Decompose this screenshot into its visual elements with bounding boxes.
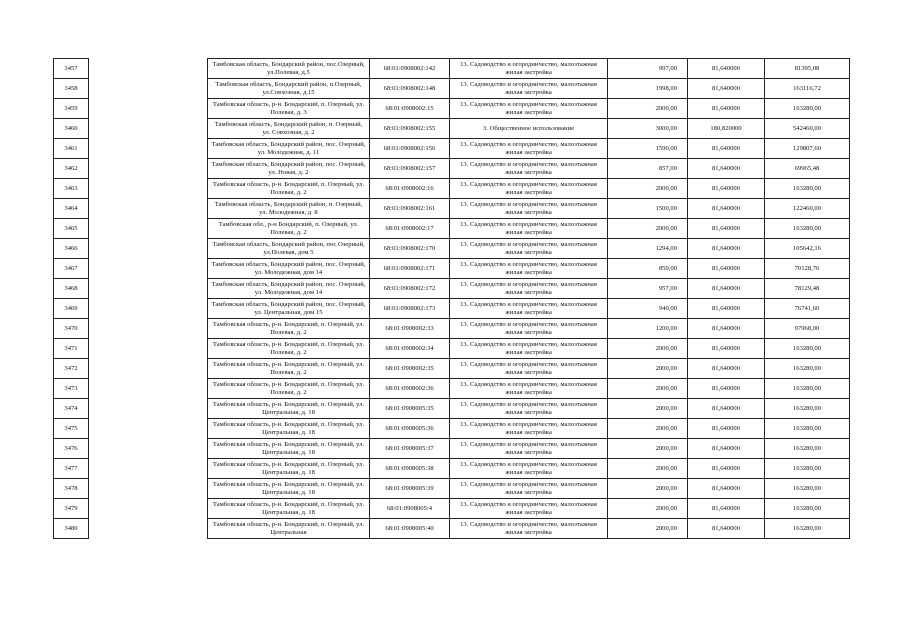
area-cell: 1500,00 bbox=[608, 199, 688, 219]
cadastral-number-cell: 68:01:0908002:157 bbox=[370, 159, 450, 179]
cadastral-number-cell: 68:01:0908002:156 bbox=[370, 139, 450, 159]
cadastral-number-cell: 68:01:0908005:36 bbox=[370, 419, 450, 439]
cadastral-number-cell: 68:01:0908002:161 bbox=[370, 199, 450, 219]
cadastral-number-cell: 68:01:0908002:33 bbox=[370, 319, 450, 339]
area-cell: 3000,00 bbox=[608, 119, 688, 139]
permitted-use-cell: 13. Садоводство и огородничество, малоэтажная жилая застройка bbox=[450, 319, 608, 339]
permitted-use-cell: 13. Садоводство и огородничество, малоэтажная жилая застройка bbox=[450, 459, 608, 479]
specific-value-cell: 81,640000 bbox=[688, 499, 765, 519]
address-cell: Тамбовская область, Бондарский район, пос.Озерный, ул.Полевая, дом 5 bbox=[208, 239, 370, 259]
area-cell: 2000,00 bbox=[608, 219, 688, 239]
area-cell: 940,00 bbox=[608, 299, 688, 319]
area-cell: 997,00 bbox=[608, 59, 688, 79]
address-cell: Тамбовская область, р-н. Бондарский, п. Озерный, ул. Полевая, д. 2 bbox=[208, 179, 370, 199]
row-number-cell: 3477 bbox=[54, 459, 89, 479]
address-cell: Тамбовская область, р-н. Бондарский, п. Озерный, ул. Центральная bbox=[208, 519, 370, 539]
cadastral-value-cell: 163280,00 bbox=[765, 419, 850, 439]
specific-value-cell: 180,820000 bbox=[688, 119, 765, 139]
specific-value-cell: 81,640000 bbox=[688, 219, 765, 239]
row-spacer-cell bbox=[89, 99, 208, 119]
cadastral-value-cell: 163280,00 bbox=[765, 179, 850, 199]
specific-value-cell: 81,640000 bbox=[688, 159, 765, 179]
row-spacer-cell bbox=[89, 279, 208, 299]
table-row bbox=[54, 159, 850, 179]
land-plot-registry-table bbox=[53, 58, 850, 539]
area-cell: 2000,00 bbox=[608, 519, 688, 539]
row-number-cell: 3473 bbox=[54, 379, 89, 399]
row-number-cell: 3464 bbox=[54, 199, 89, 219]
area-cell: 1200,00 bbox=[608, 319, 688, 339]
specific-value-cell: 81,640000 bbox=[688, 199, 765, 219]
table-row bbox=[54, 59, 850, 79]
permitted-use-cell: 13. Садоводство и огородничество, малоэтажная жилая застройка bbox=[450, 179, 608, 199]
row-spacer-cell bbox=[89, 199, 208, 219]
cadastral-value-cell: 163280,00 bbox=[765, 499, 850, 519]
cadastral-value-cell: 163280,00 bbox=[765, 399, 850, 419]
permitted-use-cell: 13. Садоводство и огородничество, малоэтажная жилая застройка bbox=[450, 59, 608, 79]
specific-value-cell: 81,640000 bbox=[688, 319, 765, 339]
row-spacer-cell bbox=[89, 239, 208, 259]
permitted-use-cell: 13. Садоводство и огородничество, малоэтажная жилая застройка bbox=[450, 379, 608, 399]
cadastral-value-cell: 129807,60 bbox=[765, 139, 850, 159]
row-number-cell: 3475 bbox=[54, 419, 89, 439]
specific-value-cell: 81,640000 bbox=[688, 239, 765, 259]
row-spacer-cell bbox=[89, 139, 208, 159]
table-row bbox=[54, 119, 850, 139]
address-cell: Тамбовская область, Бондарский район, пос. Озерный, ул. Новая, д. 2 bbox=[208, 159, 370, 179]
row-spacer-cell bbox=[89, 219, 208, 239]
row-number-cell: 3478 bbox=[54, 479, 89, 499]
specific-value-cell: 81,640000 bbox=[688, 459, 765, 479]
specific-value-cell: 81,640000 bbox=[688, 419, 765, 439]
cadastral-number-cell: 68:01:0908005:40 bbox=[370, 519, 450, 539]
cadastral-value-cell: 81395,08 bbox=[765, 59, 850, 79]
row-number-cell: 3462 bbox=[54, 159, 89, 179]
cadastral-value-cell: 542460,00 bbox=[765, 119, 850, 139]
row-spacer-cell bbox=[89, 419, 208, 439]
cadastral-number-cell: 68:01:0908002:155 bbox=[370, 119, 450, 139]
cadastral-number-cell: 68:01:0908005:38 bbox=[370, 459, 450, 479]
cadastral-value-cell: 69965,48 bbox=[765, 159, 850, 179]
area-cell: 2000,00 bbox=[608, 379, 688, 399]
area-cell: 2000,00 bbox=[608, 99, 688, 119]
table-row bbox=[54, 139, 850, 159]
area-cell: 2000,00 bbox=[608, 399, 688, 419]
row-spacer-cell bbox=[89, 379, 208, 399]
row-spacer-cell bbox=[89, 259, 208, 279]
row-spacer-cell bbox=[89, 319, 208, 339]
address-cell: Тамбовская область, р-н. Бондарский, п. Озерный, ул. Центральная, д. 18 bbox=[208, 419, 370, 439]
row-spacer-cell bbox=[89, 359, 208, 379]
cadastral-value-cell: 163280,00 bbox=[765, 519, 850, 539]
table-row bbox=[54, 279, 850, 299]
permitted-use-cell: 13. Садоводство и огородничество, малоэтажная жилая застройка bbox=[450, 439, 608, 459]
address-cell: Тамбовская область, Бондарский район, п.Озерный, ул.Совхозная, д.15 bbox=[208, 79, 370, 99]
row-spacer-cell bbox=[89, 439, 208, 459]
permitted-use-cell: 13. Садоводство и огородничество, малоэтажная жилая застройка bbox=[450, 219, 608, 239]
table-row bbox=[54, 519, 850, 539]
address-cell: Тамбовская область, р-н. Бондарский, п. Озерный, ул. Полевая, д. 2 bbox=[208, 379, 370, 399]
row-number-cell: 3476 bbox=[54, 439, 89, 459]
specific-value-cell: 81,640000 bbox=[688, 339, 765, 359]
permitted-use-cell: 13. Садоводство и огородничество, малоэтажная жилая застройка bbox=[450, 139, 608, 159]
address-cell: Тамбовская область, р-н. Бондарский, п. Озерный, ул. Полевая, д. 2 bbox=[208, 319, 370, 339]
row-number-cell: 3471 bbox=[54, 339, 89, 359]
address-cell: Тамбовская область, Бондарский район, пос.Озерный, ул.Полевая, д.5 bbox=[208, 59, 370, 79]
cadastral-number-cell: 68:01:0908002:170 bbox=[370, 239, 450, 259]
permitted-use-cell: 13. Садоводство и огородничество, малоэтажная жилая застройка bbox=[450, 399, 608, 419]
permitted-use-cell: 13. Садоводство и огородничество, малоэтажная жилая застройка bbox=[450, 239, 608, 259]
row-spacer-cell bbox=[89, 399, 208, 419]
area-cell: 2000,00 bbox=[608, 499, 688, 519]
cadastral-number-cell: 68:01:0908002:173 bbox=[370, 299, 450, 319]
specific-value-cell: 81,640000 bbox=[688, 79, 765, 99]
row-spacer-cell bbox=[89, 339, 208, 359]
row-spacer-cell bbox=[89, 499, 208, 519]
area-cell: 2000,00 bbox=[608, 359, 688, 379]
specific-value-cell: 81,640000 bbox=[688, 139, 765, 159]
table-row bbox=[54, 79, 850, 99]
row-number-cell: 3459 bbox=[54, 99, 89, 119]
row-spacer-cell bbox=[89, 119, 208, 139]
area-cell: 2000,00 bbox=[608, 439, 688, 459]
row-spacer-cell bbox=[89, 59, 208, 79]
address-cell: Тамбовская область, р-н. Бондарский, п. Озерный, ул. Полевая, д. 3 bbox=[208, 99, 370, 119]
cadastral-number-cell: 68:01:0908002:148 bbox=[370, 79, 450, 99]
specific-value-cell: 81,640000 bbox=[688, 259, 765, 279]
table-row bbox=[54, 239, 850, 259]
row-spacer-cell bbox=[89, 479, 208, 499]
row-number-cell: 3461 bbox=[54, 139, 89, 159]
permitted-use-cell: 13. Садоводство и огородничество, малоэтажная жилая застройка bbox=[450, 419, 608, 439]
row-spacer-cell bbox=[89, 459, 208, 479]
permitted-use-cell: 13. Садоводство и огородничество, малоэтажная жилая застройка bbox=[450, 199, 608, 219]
cadastral-value-cell: 163280,00 bbox=[765, 339, 850, 359]
specific-value-cell: 81,640000 bbox=[688, 519, 765, 539]
table-row bbox=[54, 259, 850, 279]
cadastral-number-cell: 68:01:0908005:4 bbox=[370, 499, 450, 519]
cadastral-value-cell: 163280,00 bbox=[765, 219, 850, 239]
cadastral-value-cell: 78129,48 bbox=[765, 279, 850, 299]
address-cell: Тамбовская область, р-н. Бондарский, п. Озерный, ул. Центральная, д. 18 bbox=[208, 479, 370, 499]
row-number-cell: 3480 bbox=[54, 519, 89, 539]
table-row bbox=[54, 359, 850, 379]
table-row bbox=[54, 439, 850, 459]
cadastral-number-cell: 68:01:0908002:35 bbox=[370, 359, 450, 379]
table-row bbox=[54, 419, 850, 439]
cadastral-value-cell: 70128,76 bbox=[765, 259, 850, 279]
row-number-cell: 3469 bbox=[54, 299, 89, 319]
permitted-use-cell: 13. Садоводство и огородничество, малоэтажная жилая застройка bbox=[450, 359, 608, 379]
area-cell: 1294,00 bbox=[608, 239, 688, 259]
address-cell: Тамбовская область, Бондарский район, пос. Озерный, ул. Молодежная, д. 11 bbox=[208, 139, 370, 159]
row-spacer-cell bbox=[89, 79, 208, 99]
area-cell: 1998,00 bbox=[608, 79, 688, 99]
cadastral-number-cell: 68:01:0908002:34 bbox=[370, 339, 450, 359]
table-row bbox=[54, 299, 850, 319]
address-cell: Тамбовская область, р-н. Бондарский, п. Озерный, ул. Полевая, д. 2 bbox=[208, 359, 370, 379]
row-number-cell: 3457 bbox=[54, 59, 89, 79]
cadastral-value-cell: 122460,00 bbox=[765, 199, 850, 219]
table-row bbox=[54, 199, 850, 219]
row-number-cell: 3463 bbox=[54, 179, 89, 199]
specific-value-cell: 81,640000 bbox=[688, 59, 765, 79]
permitted-use-cell: 13. Садоводство и огородничество, малоэтажная жилая застройка bbox=[450, 339, 608, 359]
cadastral-value-cell: 163280,00 bbox=[765, 359, 850, 379]
specific-value-cell: 81,640000 bbox=[688, 439, 765, 459]
specific-value-cell: 81,640000 bbox=[688, 379, 765, 399]
row-spacer-cell bbox=[89, 299, 208, 319]
area-cell: 859,00 bbox=[608, 259, 688, 279]
row-number-cell: 3472 bbox=[54, 359, 89, 379]
area-cell: 2000,00 bbox=[608, 339, 688, 359]
permitted-use-cell: 13. Садоводство и огородничество, малоэтажная жилая застройка bbox=[450, 299, 608, 319]
area-cell: 857,00 bbox=[608, 159, 688, 179]
area-cell: 2000,00 bbox=[608, 179, 688, 199]
permitted-use-cell: 13. Садоводство и огородничество, малоэтажная жилая застройка bbox=[450, 279, 608, 299]
cadastral-number-cell: 68:01:0908002:17 bbox=[370, 219, 450, 239]
permitted-use-cell: 13. Садоводство и огородничество, малоэтажная жилая застройка bbox=[450, 259, 608, 279]
cadastral-value-cell: 163116,72 bbox=[765, 79, 850, 99]
cadastral-number-cell: 68:01:0908002:142 bbox=[370, 59, 450, 79]
table-row bbox=[54, 339, 850, 359]
permitted-use-cell: 3. Общественное использование bbox=[450, 119, 608, 139]
cadastral-number-cell: 68:01:0908002:16 bbox=[370, 179, 450, 199]
specific-value-cell: 81,640000 bbox=[688, 399, 765, 419]
row-spacer-cell bbox=[89, 159, 208, 179]
table-row bbox=[54, 479, 850, 499]
row-number-cell: 3458 bbox=[54, 79, 89, 99]
cadastral-value-cell: 97968,00 bbox=[765, 319, 850, 339]
area-cell: 1590,00 bbox=[608, 139, 688, 159]
cadastral-number-cell: 68:01:0908002:15 bbox=[370, 99, 450, 119]
address-cell: Тамбовская область, Бондарский район, пос. Озерный, ул. Молодежная, дом 14 bbox=[208, 259, 370, 279]
row-number-cell: 3466 bbox=[54, 239, 89, 259]
cadastral-value-cell: 76741,60 bbox=[765, 299, 850, 319]
address-cell: Тамбовская область, р-н. Бондарский, п. Озерный, ул. Полевая, д. 2 bbox=[208, 339, 370, 359]
cadastral-value-cell: 163280,00 bbox=[765, 99, 850, 119]
cadastral-number-cell: 68:01:0908002:36 bbox=[370, 379, 450, 399]
table-row bbox=[54, 219, 850, 239]
specific-value-cell: 81,640000 bbox=[688, 359, 765, 379]
table-row bbox=[54, 379, 850, 399]
specific-value-cell: 81,640000 bbox=[688, 99, 765, 119]
area-cell: 2000,00 bbox=[608, 419, 688, 439]
specific-value-cell: 81,640000 bbox=[688, 279, 765, 299]
registry-table-body bbox=[54, 59, 850, 539]
row-number-cell: 3460 bbox=[54, 119, 89, 139]
address-cell: Тамбовская область, р-н. Бондарский, п. Озерный, ул. Центральная, д. 18 bbox=[208, 399, 370, 419]
address-cell: Тамбовская область, Бондарский район, п. Озерный, ул. Совхозная, д. 2 bbox=[208, 119, 370, 139]
cadastral-value-cell: 163280,00 bbox=[765, 459, 850, 479]
table-row bbox=[54, 319, 850, 339]
permitted-use-cell: 13. Садоводство и огородничество, малоэтажная жилая застройка bbox=[450, 519, 608, 539]
table-row bbox=[54, 499, 850, 519]
specific-value-cell: 81,640000 bbox=[688, 179, 765, 199]
cadastral-number-cell: 68:01:0908002:172 bbox=[370, 279, 450, 299]
specific-value-cell: 81,640000 bbox=[688, 299, 765, 319]
row-number-cell: 3467 bbox=[54, 259, 89, 279]
cadastral-number-cell: 68:01:0908005:37 bbox=[370, 439, 450, 459]
row-spacer-cell bbox=[89, 179, 208, 199]
area-cell: 957,00 bbox=[608, 279, 688, 299]
address-cell: Тамбовская область, Бондарский район, пос. Озерный, ул. Центральная, дом 15 bbox=[208, 299, 370, 319]
address-cell: Тамбовская область, Бондарский район, пос. Озерный, ул. Молодежная, дом 14 bbox=[208, 279, 370, 299]
address-cell: Тамбовская область, р-н. Бондарский, п. Озерный, ул. Центральная, д. 18 bbox=[208, 499, 370, 519]
permitted-use-cell: 13. Садоводство и огородничество, малоэтажная жилая застройка bbox=[450, 499, 608, 519]
cadastral-number-cell: 68:01:0908005:39 bbox=[370, 479, 450, 499]
row-number-cell: 3474 bbox=[54, 399, 89, 419]
cadastral-value-cell: 163280,00 bbox=[765, 379, 850, 399]
row-number-cell: 3479 bbox=[54, 499, 89, 519]
specific-value-cell: 81,640000 bbox=[688, 479, 765, 499]
table-row bbox=[54, 399, 850, 419]
table-row bbox=[54, 179, 850, 199]
area-cell: 2000,00 bbox=[608, 479, 688, 499]
row-number-cell: 3468 bbox=[54, 279, 89, 299]
area-cell: 2000,00 bbox=[608, 459, 688, 479]
table-row bbox=[54, 99, 850, 119]
address-cell: Тамбовская область, р-н. Бондарский, п. Озерный, ул. Центральная, д. 18 bbox=[208, 439, 370, 459]
address-cell: Тамбовская область, Бондарский район, п. Озерный, ул. Молодежная, д. 8 bbox=[208, 199, 370, 219]
address-cell: Тамбовская область, р-н. Бондарский, п. Озерный, ул. Центральная, д. 18 bbox=[208, 459, 370, 479]
table-row bbox=[54, 459, 850, 479]
row-number-cell: 3465 bbox=[54, 219, 89, 239]
permitted-use-cell: 13. Садоводство и огородничество, малоэтажная жилая застройка bbox=[450, 79, 608, 99]
cadastral-number-cell: 68:01:0908002:171 bbox=[370, 259, 450, 279]
cadastral-value-cell: 163280,00 bbox=[765, 479, 850, 499]
cadastral-value-cell: 163280,00 bbox=[765, 439, 850, 459]
address-cell: Тамбовская обл., р-н Бондарский, п. Озерный, ул. Полевая, д. 2 bbox=[208, 219, 370, 239]
permitted-use-cell: 13. Садоводство и огородничество, малоэтажная жилая застройка bbox=[450, 159, 608, 179]
cadastral-value-cell: 105642,16 bbox=[765, 239, 850, 259]
cadastral-number-cell: 68:01:0908005:35 bbox=[370, 399, 450, 419]
permitted-use-cell: 13. Садоводство и огородничество, малоэтажная жилая застройка bbox=[450, 479, 608, 499]
row-spacer-cell bbox=[89, 519, 208, 539]
row-number-cell: 3470 bbox=[54, 319, 89, 339]
permitted-use-cell: 13. Садоводство и огородничество, малоэтажная жилая застройка bbox=[450, 99, 608, 119]
